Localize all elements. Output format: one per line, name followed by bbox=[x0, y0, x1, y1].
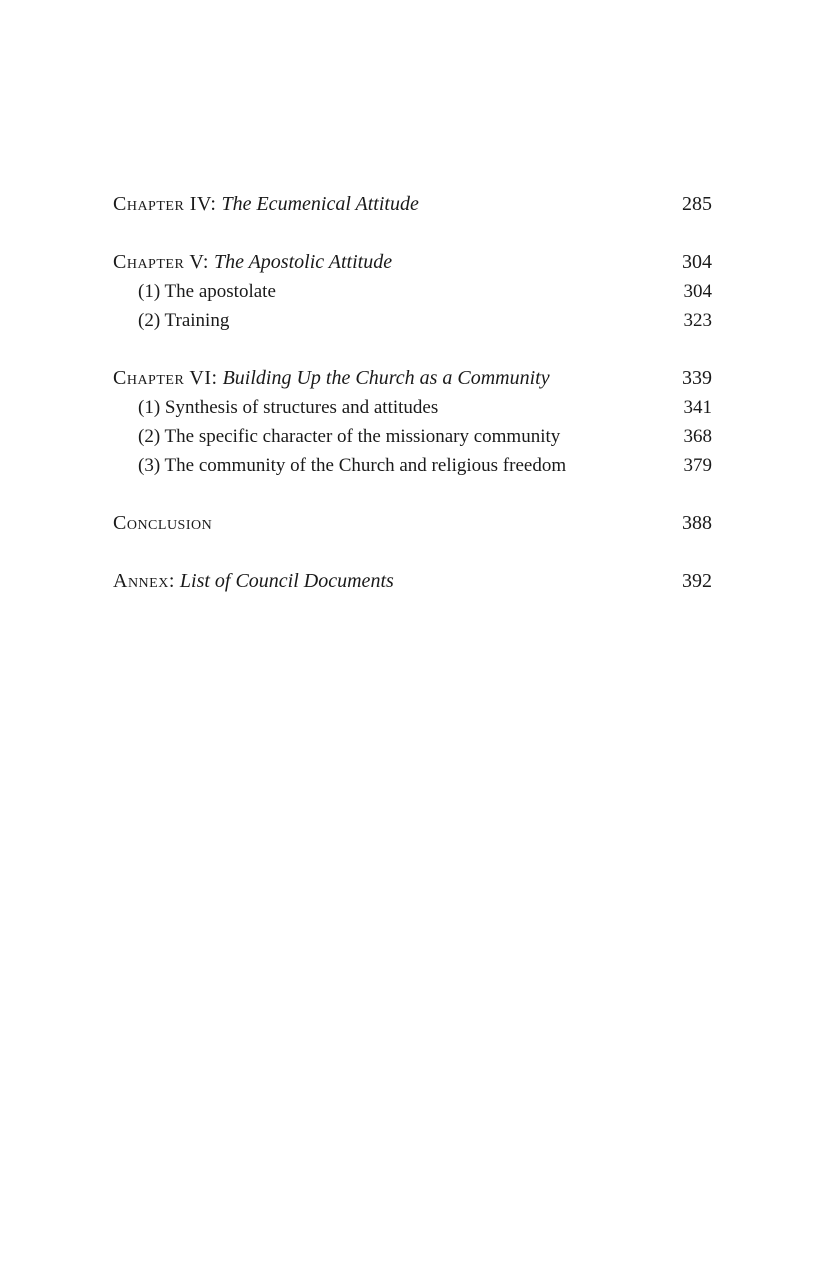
toc-chapter-6 bbox=[113, 364, 712, 480]
section-title: (1) Synthesis of structures and attitudes bbox=[138, 397, 439, 418]
toc-section-row bbox=[113, 277, 712, 306]
toc-chapter-row bbox=[113, 567, 712, 596]
chapter-label: Chapter V: bbox=[113, 251, 209, 273]
toc-section-row bbox=[113, 422, 712, 451]
toc-chapter-heading bbox=[113, 248, 392, 277]
section-title: (2) The specific character of the missionary community bbox=[138, 426, 561, 447]
chapter-title: Building Up the Church as a Community bbox=[222, 367, 550, 389]
section-title: (1) The apostolate bbox=[138, 281, 276, 302]
section-title: (3) The community of the Church and religious freedom bbox=[138, 455, 567, 476]
chapter-label: Annex: bbox=[113, 570, 175, 592]
toc-conclusion bbox=[113, 509, 712, 538]
page-number: 368 bbox=[683, 426, 712, 447]
section-title: (2) Training bbox=[138, 310, 230, 331]
page-number: 339 bbox=[682, 367, 712, 389]
toc-chapter-row bbox=[113, 248, 712, 277]
chapter-label: Chapter VI: bbox=[113, 367, 218, 389]
toc-chapter-row bbox=[113, 364, 712, 393]
page-number: 388 bbox=[682, 512, 712, 534]
page-number: 304 bbox=[682, 251, 712, 273]
toc-section-row bbox=[113, 451, 712, 480]
toc-chapter-4 bbox=[113, 190, 712, 219]
toc-annex bbox=[113, 567, 712, 596]
chapter-label: Chapter IV: bbox=[113, 193, 217, 215]
chapter-title: The Apostolic Attitude bbox=[213, 251, 393, 273]
chapter-title: List of Council Documents bbox=[179, 570, 394, 592]
toc-section-row bbox=[113, 393, 712, 422]
page-number: 392 bbox=[682, 570, 712, 592]
page-number: 379 bbox=[683, 455, 712, 476]
table-of-contents bbox=[113, 190, 712, 625]
page-number: 285 bbox=[682, 193, 712, 215]
page-number: 323 bbox=[683, 310, 712, 331]
toc-chapter-heading bbox=[113, 364, 550, 393]
toc-chapter-row bbox=[113, 509, 712, 538]
toc-chapter-heading bbox=[113, 567, 394, 596]
chapter-label: Conclusion bbox=[113, 512, 213, 534]
toc-chapter-5 bbox=[113, 248, 712, 335]
toc-chapter-heading bbox=[113, 190, 419, 219]
toc-section-row bbox=[113, 306, 712, 335]
toc-chapter-row bbox=[113, 190, 712, 219]
toc-chapter-heading bbox=[113, 509, 212, 538]
page-number: 341 bbox=[683, 397, 712, 418]
chapter-title: The Ecumenical Attitude bbox=[221, 193, 419, 215]
page-number: 304 bbox=[683, 281, 712, 302]
